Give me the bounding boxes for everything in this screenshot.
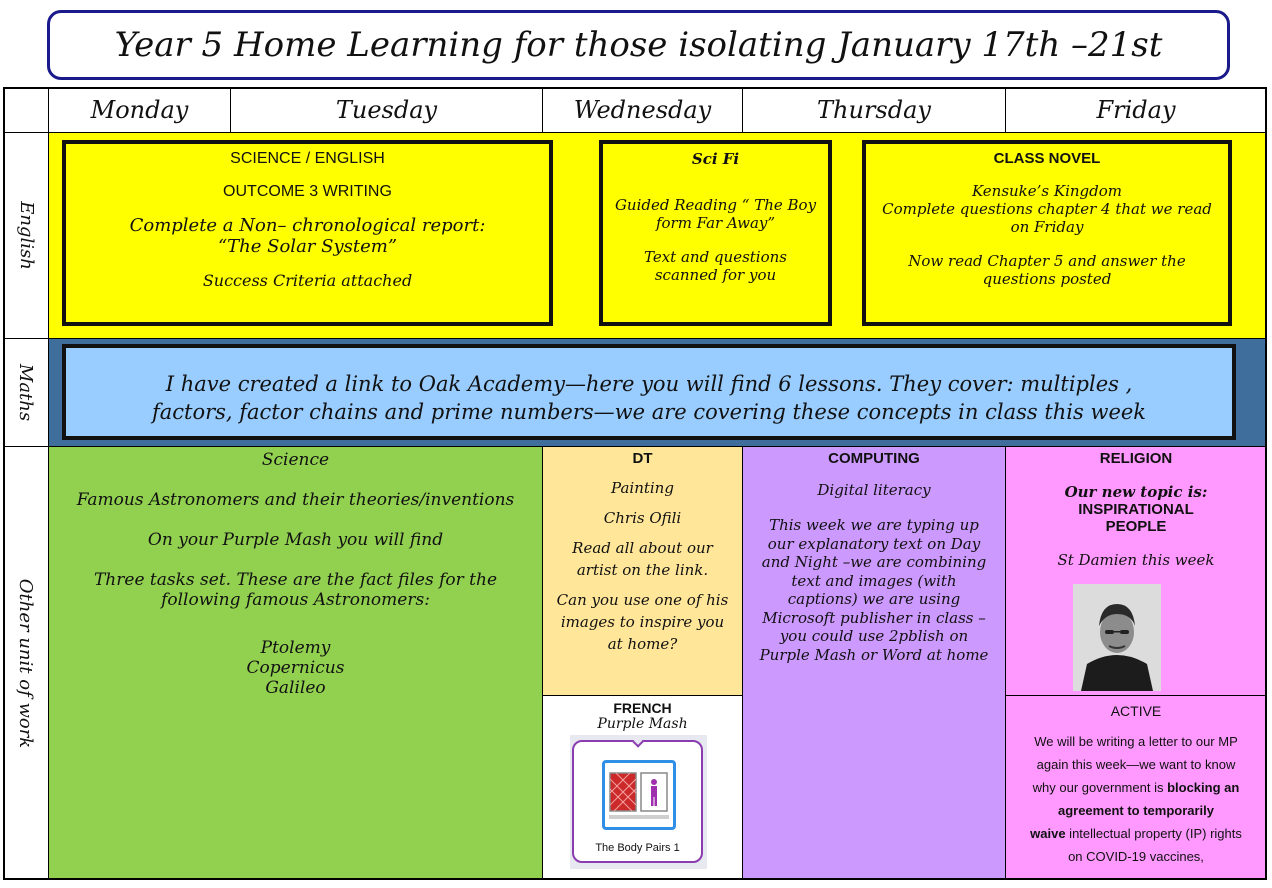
science-tasks-line2: following famous Astronomers: — [161, 590, 430, 610]
religion-focus: St Damien this week — [1057, 551, 1215, 569]
memory-cards-icon — [605, 763, 673, 827]
day-header-wednesday: Wednesday — [573, 96, 712, 124]
science-topic: Famous Astronomers and their theories/inventions — [76, 490, 515, 510]
st-damien-portrait — [1073, 584, 1161, 691]
dt-question-line1: Can you use one of his — [556, 591, 729, 609]
dt-heading: DT — [632, 450, 653, 467]
active-cell — [1006, 702, 1266, 868]
class-novel-task1-line2: on Friday — [1010, 218, 1084, 236]
computing-text-line: and Night –we are combining — [761, 553, 987, 571]
active-emphasis: agreement to temporarily — [1057, 803, 1215, 818]
computing-heading: COMPUTING — [828, 450, 920, 467]
tile-chevron-icon — [632, 736, 643, 747]
religion-cell — [1006, 450, 1266, 569]
computing-text-line: Purple Mash or Word at home — [759, 645, 989, 664]
science-cell — [49, 450, 542, 698]
class-novel-heading: CLASS NOVEL — [993, 150, 1101, 167]
maths-line1: I have created a link to Oak Academy—here you will find 6 lessons. They cover: multiples , — [165, 372, 1133, 396]
science-english-task-line2: “The Solar System” — [217, 236, 398, 257]
dt-subject: Painting — [611, 479, 674, 497]
science-english-criteria: Success Criteria attached — [202, 271, 413, 290]
scifi-text-line2: scanned for you — [654, 266, 777, 284]
card-pair-icon — [602, 760, 676, 830]
grid-english-divider — [3, 338, 1267, 339]
science-english-task-line1: Complete a Non– chronological report: — [129, 215, 486, 236]
scifi-heading: Sci Fi — [691, 150, 740, 168]
dt-read-line2: artist on the link. — [576, 561, 709, 579]
maths-box — [62, 344, 1236, 440]
dt-question-line2: images to inspire you — [560, 613, 725, 631]
scifi-text-line1: Text and questions — [644, 248, 787, 266]
row-label-maths: Maths — [15, 363, 37, 422]
class-novel-task2-line1: Now read Chapter 5 and answer the — [908, 252, 1186, 270]
scifi-reading-line2: form Far Away” — [655, 214, 776, 232]
maths-line2: factors, factor chains and prime numbers—we are covering these concepts in class this week — [151, 400, 1147, 424]
active-line — [1006, 822, 1266, 845]
day-header-friday: Friday — [1096, 96, 1176, 124]
active-emphasis: waive — [1030, 826, 1066, 841]
portrait-photo-icon — [1073, 584, 1161, 691]
grid-religion-active-divider — [1005, 695, 1267, 696]
religion-heading: RELIGION — [1099, 450, 1173, 467]
science-english-outcome: OUTCOME 3 WRITING — [223, 183, 392, 200]
active-emphasis: blocking an — [1167, 780, 1240, 795]
active-line: on COVID-19 vaccines, — [1068, 849, 1204, 864]
dt-question-line3: at home? — [607, 635, 678, 653]
class-novel-book: Kensuke’s Kingdom — [971, 182, 1123, 200]
grid-header-divider — [3, 132, 1267, 133]
science-mash: On your Purple Mash you will find — [147, 530, 444, 550]
row-label-english: English — [15, 201, 37, 270]
page-title: Year 5 Home Learning for those isolating January 17th –21st — [47, 10, 1230, 80]
computing-text-line: This week we are typing up — [769, 516, 979, 534]
scifi-reading-line1: Guided Reading “ The Boy — [614, 196, 817, 214]
app-tile-frame — [572, 740, 703, 863]
computing-text-line: Microsoft publisher in class – — [762, 608, 986, 627]
day-header-monday: Monday — [90, 96, 189, 124]
astronomer-item: Galileo — [265, 678, 326, 698]
french-heading: FRENCH — [613, 700, 672, 716]
french-cell — [543, 700, 742, 732]
purple-mash-app-tile[interactable] — [570, 735, 707, 869]
astronomer-item: Copernicus — [246, 658, 345, 678]
grid-dt-french-divider — [542, 695, 743, 696]
science-english-box — [62, 140, 553, 326]
active-line — [1006, 776, 1266, 799]
active-line-text: why our government is — [1032, 780, 1168, 795]
class-novel-box — [862, 140, 1232, 326]
science-english-heading: SCIENCE / ENGLISH — [230, 150, 385, 167]
active-heading: ACTIVE — [1110, 703, 1162, 719]
row-label-other: Other unit of work — [15, 578, 37, 748]
computing-text-line: captions) we are using — [787, 590, 961, 608]
dt-read-line1: Read all about our — [572, 539, 713, 557]
class-novel-task1-line1: Complete questions chapter 4 that we read — [882, 200, 1212, 218]
computing-cell — [743, 450, 1005, 664]
day-header-thursday: Thursday — [817, 96, 931, 124]
class-novel-task2-line2: questions posted — [982, 270, 1112, 288]
science-heading: Science — [261, 450, 330, 470]
active-line-text: intellectual property (IP) rights — [1065, 826, 1242, 841]
religion-topic-line2: PEOPLE — [1105, 518, 1167, 535]
computing-text-line: our explanatory text on Day — [767, 534, 981, 553]
scifi-box — [599, 140, 832, 326]
computing-text-line: you could use 2pblish on — [779, 627, 969, 645]
dt-cell — [543, 450, 742, 653]
astronomer-item: Ptolemy — [260, 638, 331, 658]
dt-artist: Chris Ofili — [603, 509, 682, 527]
religion-intro: Our new topic is: — [1064, 483, 1208, 501]
science-tasks-line1: Three tasks set. These are the fact files for the — [93, 570, 498, 590]
religion-topic-line1: INSPIRATIONAL — [1078, 501, 1194, 518]
day-header-tuesday: Tuesday — [335, 96, 438, 124]
computing-topic: Digital literacy — [817, 481, 931, 499]
grid-border-bottom — [3, 878, 1267, 880]
active-line: We will be writing a letter to our MP — [1034, 734, 1238, 749]
active-line: again this week—we want to know — [1036, 757, 1236, 772]
french-platform: Purple Mash — [597, 716, 688, 732]
grid-maths-divider — [3, 446, 1267, 447]
computing-text-line: text and images (with — [791, 571, 957, 590]
app-tile-label: The Body Pairs 1 — [595, 842, 680, 854]
